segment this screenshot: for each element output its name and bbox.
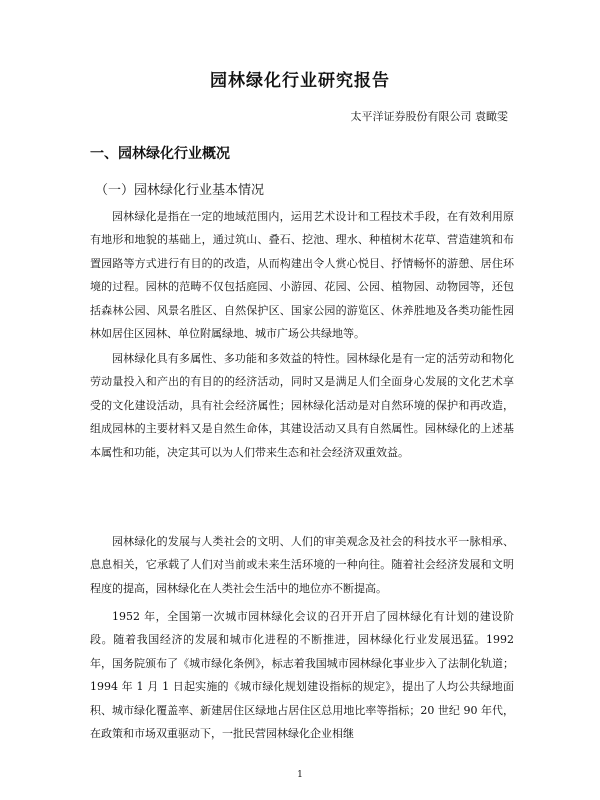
- paragraph-history: 1952 年，全国第一次城市园林绿化会议的召开开启了园林绿化有计划的建设阶段。随着我国经济的发展和城市化进程的不断推进，园林绿化行业发展迅猛。1992 年，国务院颁布了《城市绿化条例》，标志着我国城市园林绿化事业步入了法制化轨道；1994 年 1 月 1 日起实施的《城市绿化规划建设指标的规定》，提出了人均公共绿地面积、城市绿化覆盖率、新建居住区绿地占居住区总用地比率等指标；20 世纪 90 年代，在政策和市场双重驱动下，一批民营园林绿化企业相继: [90, 610, 514, 741]
- section-heading: 一、园林绿化行业概况: [90, 146, 230, 162]
- paragraph-definition: 园林绿化是指在一定的地域范围内，运用艺术设计和工程技术手段，在有效利用原有地形和地貌的基础上，通过筑山、叠石、挖池、理水、种植树木花草、营造建筑和布置园路等方式进行有目的的改造，从而构建出令人赏心悦目、抒情畅怀的游憩、居住环境的过程。园林的范畴不仅包括庭园、小游园、花园、公园、植物园、动物园等，还包括森林公园、风景名胜区、自然保护区、国家公园的游览区、休养胜地及各类功能性园林如居住区园林、单位附属绿地、城市广场公共绿地等。: [90, 210, 514, 341]
- paragraph-attributes: 园林绿化具有多属性、多功能和多效益的特性。园林绿化是有一定的活劳动和物化劳动量投入和产出的有目的的经济活动，同时又是满足人们全面身心发展的文化艺术享受的文化建设活动，具有社会经济属性；园林绿化活动是对自然环境的保护和再改造，组成园林的主要材料又是自然生命体，其建设活动又具有自然属性。园林绿化的上述基本属性和功能，决定其可以为人们带来生态和社会经济双重效益。: [90, 352, 514, 459]
- page-number: 1: [297, 770, 303, 780]
- document-title: 园林绿化行业研究报告: [210, 71, 390, 91]
- document-author: 太平洋证券股份有限公司 袁瞰雯: [350, 110, 508, 123]
- paragraph-development: 园林绿化的发展与人类社会的文明、人们的审美观念及社会的科技水平一脉相承、息息相关，它承载了人们对当前或未来生活环境的一种向往。随着社会经济发展和文明程度的提高，园林绿化在人类社会生活中的地位亦不断提高。: [90, 535, 514, 595]
- subsection-heading: （一）园林绿化行业基本情况: [95, 183, 265, 198]
